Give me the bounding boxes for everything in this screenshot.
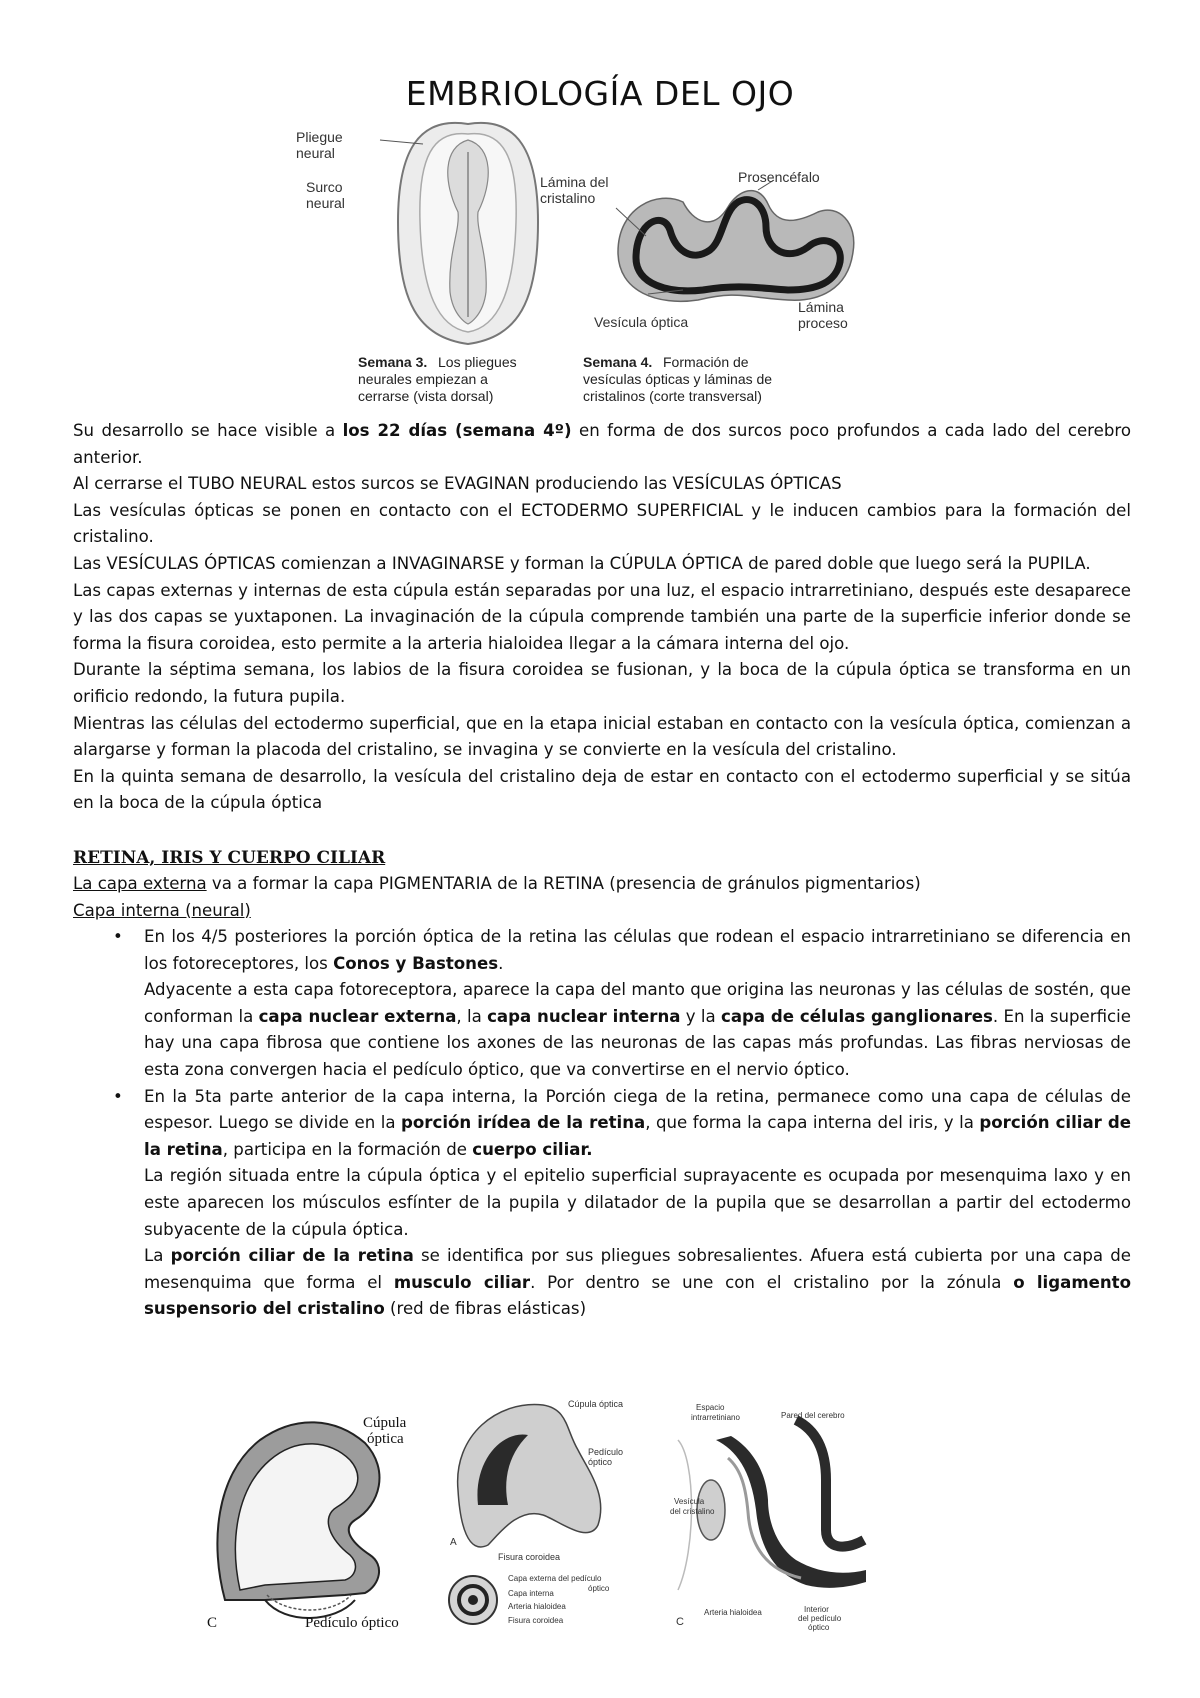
text-run: La región situada entre la cúpula óptica y el epitelio superficial suprayacente es ocupada por mesenquima laxo y en este aparecen los músculos esfínter de la pupila y dilatador de la pupila que se desarrollan a partir del ectodermo subyacente de la cúpula óptica. [144,1166,1131,1239]
document-title: EMBRIOLOGÍA DEL OJO [405,74,795,113]
bullet-item [73,1084,1131,1323]
caption-right-bold: Semana 4. [583,354,653,370]
label-neural-2: neural [306,195,345,211]
bold-text: cuerpo ciliar. [472,1139,593,1159]
optic-vesicle-cross-section [616,180,854,301]
intro-paragraph [73,578,1131,658]
text-run: Las VESÍCULAS ÓPTICAS comienzan a INVAGINARSE y forman la CÚPULA ÓPTICA de pared doble que luego será la PUPILA. [73,553,1091,573]
capa-externa-paragraph [73,871,1131,898]
caption-right-line1: Formación de [663,354,749,370]
intro-paragraph [73,657,1131,710]
bold-text: capa nuclear externa [258,1006,457,1026]
capa-interna-paragraph [73,898,1131,925]
intro-paragraph [73,418,1131,471]
text-run: En los 4/5 posteriores la porción óptica de la retina las células que rodean el espacio intrarretiniano se diferencia en los fotoreceptores, los [144,927,1131,973]
label-mid-cupula: Cúpula óptica [568,1399,624,1409]
cup-figure-svg [205,1395,435,1635]
label-letter-c1: C [207,1615,218,1631]
bullet-list [73,924,1131,1323]
caption-left-line1: Los pliegues [438,354,517,370]
bullet-paragraph [144,1084,1131,1164]
text-run: se identifica por sus pliegues sobresalientes. Afuera está cubierta por una capa de mesenquima que forma el [144,1246,1131,1292]
label-right-interior-1: Interior [804,1605,829,1614]
text-run: Adyacente a esta capa fotoreceptora, aparece la capa del manto que origina las neuronas y las células de sostén, que conforman la [144,980,1131,1026]
text-run: Mientras las células del ectodermo superficial, que en la etapa inicial estaban en contacto con la vesícula óptica, comienzan a alargarse y forman la placoda del cristalino, se invagina y se convierte en la vesícula del cristalino. [73,713,1131,760]
label-lamina-2: cristalino [540,190,596,206]
label-optica: óptica [367,1431,404,1447]
label-pediculo-optico: Pedículo óptico [305,1615,399,1631]
neural-plate-drawing [380,123,538,344]
intro-paragraph [73,764,1131,817]
intro-paragraph [73,471,1131,498]
caption-left-line2: neurales empiezan a [358,371,488,387]
caption-left-line3: cerrarse (vista dorsal) [358,388,494,404]
bottom-figure-middle [448,1395,670,1633]
caption-right-line2: vesículas ópticas y láminas de [583,371,773,387]
top-figure-svg [296,112,938,410]
bullet-paragraph [144,924,1131,977]
text-run: La [144,1246,171,1266]
label-mid-arteria: Arteria hialoidea [508,1602,566,1611]
label-prosencefalo: Prosencéfalo [738,169,820,185]
label-vesicula-optica: Vesícula óptica [594,314,689,330]
label-neural-1: neural [296,145,335,161]
intro-paragraph [73,711,1131,764]
label-mid-letter-a: A [450,1537,457,1548]
text-run: . Por dentro se une con el cristalino por la zónula [530,1272,1014,1292]
label-pliegue: Pliegue [296,129,343,145]
document-body [73,418,1131,1323]
caption-right-line3: cristalinos (corte transversal) [583,388,762,404]
label-right-vesicula-2: del cristalino [670,1507,715,1516]
text-run: (red de fibras elásticas) [384,1299,587,1319]
label-mid-fisura: Fisura coroidea [498,1552,561,1562]
text-run: Las capas externas y internas de esta cúpula están separadas por una luz, el espacio intrarretiniano, después este desaparece y las dos capas se yuxtaponen. La invaginación de la cúpula comprende también una parte de la superficie inferior donde se forma la fisura coroidea, esto permite a la arteria hialoidea llegar a la cámara interna del ojo. [73,580,1131,653]
label-right-interior-3: óptico [808,1623,830,1632]
text-run: , la [456,1006,488,1026]
bold-text: o ligamento suspensorio del cristalino [144,1272,1132,1319]
text-run: Al cerrarse el TUBO NEURAL estos surcos se EVAGINAN produciendo las VESÍCULAS ÓPTICAS [73,474,842,494]
label-surco: Surco [306,179,343,195]
label-mid-pediculo-2: óptico [588,1457,613,1467]
text-run: , que forma la capa interna del iris, y la [645,1113,980,1133]
capa-externa-text: va a formar la capa PIGMENTARIA de la RETINA (presencia de gránulos pigmentarios) [206,873,921,893]
label-right-espacio-2: intrarretiniano [691,1413,740,1422]
label-lamina-1: Lámina del [540,174,609,190]
intro-paragraphs [73,418,1131,817]
text-run: Durante la séptima semana, los labios de la fisura coroidea se fusionan, y la boca de la cúpula óptica se transforma en un orificio redondo, la futura pupila. [73,660,1131,706]
bullet-icon: • [113,927,123,947]
text-run: , participa en la formación de [222,1139,473,1159]
bold-text: porción ciliar de la retina [170,1246,414,1266]
bullet-paragraph [144,1243,1131,1323]
label-proceso: proceso [798,315,848,331]
label-right-pared: Pared del cerebro [781,1411,845,1420]
label-right-arteria: Arteria hialoidea [704,1608,762,1617]
capa-interna-label: Capa interna (neural) [73,900,251,920]
bullet-item [73,924,1131,1084]
label-cupula: Cúpula [363,1415,407,1431]
right-figure-svg [670,1400,876,1632]
bold-text: capa de células ganglionares [721,1006,993,1026]
label-right-vesicula-1: Vesícula [674,1497,705,1506]
intro-paragraph [73,551,1131,578]
section-heading: RETINA, IRIS Y CUERPO CILIAR [73,847,386,868]
text-run: En la quinta semana de desarrollo, la vesícula del cristalino deja de estar en contacto con el ectodermo superficial y se sitúa en la boca de la cúpula óptica [73,766,1131,813]
label-right-interior-2: del pedículo [798,1614,842,1623]
bullet-icon: • [113,1086,123,1106]
bottom-figure-right [670,1400,876,1632]
bullet-paragraph [144,977,1131,1083]
bold-text: Conos y Bastones [333,953,499,973]
text-run: . En la superficie hay una capa fibrosa que contiene los axones de las neuronas de las capas más profundas. Las fibras nerviosas de esta zona convergen hacia el pedículo óptico, que va convertirse en el nervio óptico. [144,1006,1131,1080]
label-right-letter-c: C [676,1616,684,1628]
bold-text: capa nuclear interna [487,1006,681,1026]
text-run: en forma de dos surcos poco profundos a cada lado del cerebro anterior. [73,421,1131,467]
text-run: Las vesículas ópticas se ponen en contacto con el ECTODERMO SUPERFICIAL y le inducen cambios para la formación del cristalino. [73,500,1131,547]
text-run: Su desarrollo se hace visible a [73,421,343,440]
bullet-paragraph [144,1163,1131,1243]
label-mid-pediculo-1: Pedículo [588,1447,624,1457]
label-mid-optico: óptico [588,1584,610,1593]
capa-externa-label: La capa externa [73,873,207,893]
text-run: y la [680,1006,721,1026]
bold-text: musculo ciliar [393,1272,531,1292]
middle-figure-svg [448,1395,670,1633]
label-right-espacio-1: Espacio [696,1403,725,1412]
intro-paragraph [73,498,1131,551]
bold-text: porción ciliar de la retina [144,1113,1131,1159]
top-embryo-figure [296,112,938,410]
text-run: . [498,953,504,973]
bold-text: porción irídea de la retina [401,1113,646,1133]
bottom-figure-cup [205,1395,435,1635]
bold-text: los 22 días (semana 4º) [342,421,572,440]
label-lamina-3: Lámina [798,299,844,315]
text-run: En la 5ta parte anterior de la capa interna, la Porción ciega de la retina, permanece como una capa de células de espesor. Luego se divide en la [144,1086,1131,1133]
label-mid-capa-ext: Capa externa del pedículo [508,1574,602,1583]
label-mid-capa-int: Capa interna [508,1589,554,1598]
label-mid-fisura-2: Fisura coroidea [508,1616,564,1625]
caption-left-bold: Semana 3. [358,354,428,370]
